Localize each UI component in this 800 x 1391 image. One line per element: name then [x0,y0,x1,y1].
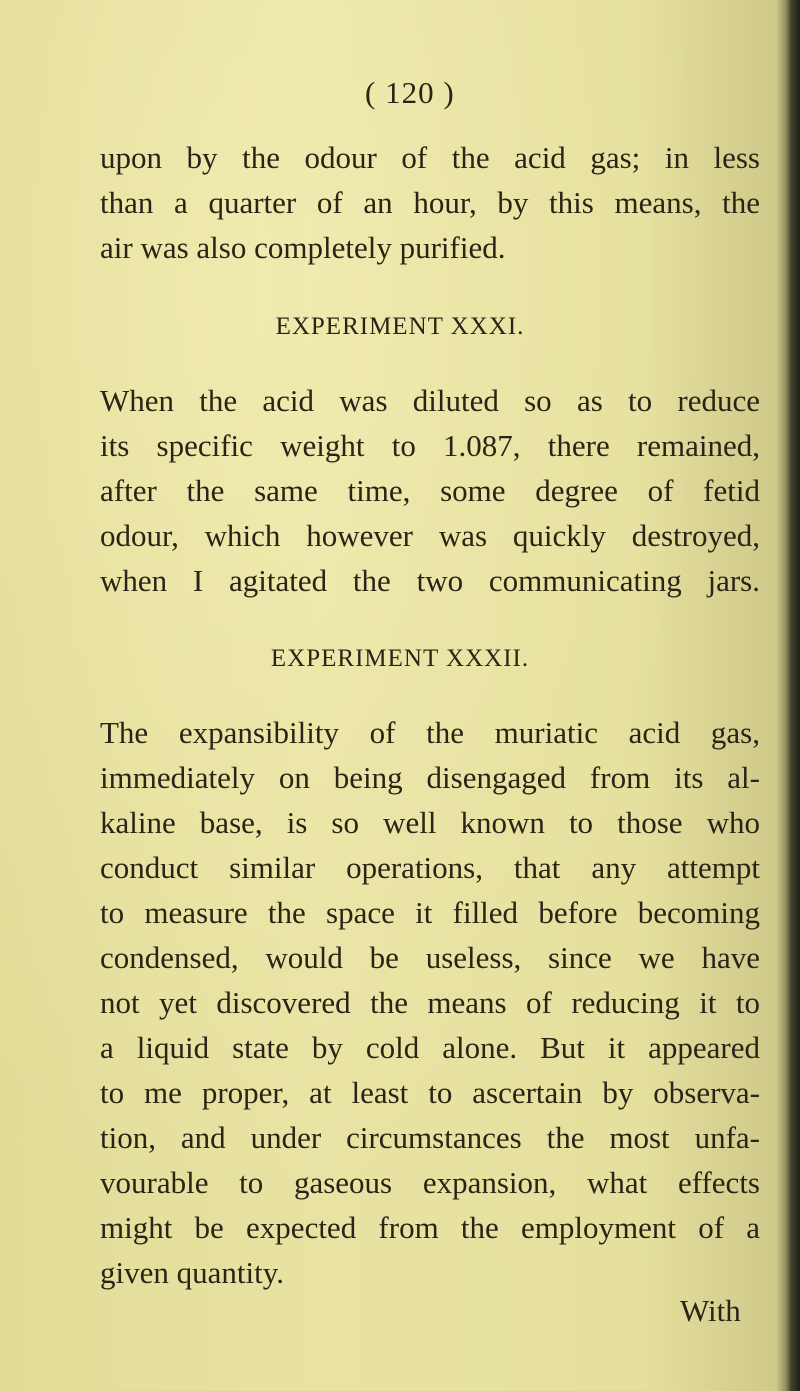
paragraph-2-line: when I agitated the two communicating jars. [100,563,760,598]
paragraph-3-line: vourable to gaseous expansion, what effects [100,1165,760,1200]
paragraph-2-line: after the same time, some degree of fetid [100,473,760,508]
paragraph-2-line: odour, which however was quickly destroyed, [100,518,760,553]
paragraph-1-line: upon by the odour of the acid gas; in less [100,140,760,175]
paragraph-3-line: tion, and under circumstances the most unfa- [100,1120,760,1155]
paragraph-3-line: to measure the space it filled before becoming [100,895,760,930]
paragraph-1-line: air was also completely purified. [100,230,506,265]
paragraph-3-line: conduct similar operations, that any attempt [100,850,760,885]
page-edge [786,0,800,1391]
paragraph-3-line: a liquid state by cold alone. But it appeared [100,1030,760,1065]
paragraph-3-line: not yet discovered the means of reducing it to [100,985,760,1020]
experiment-heading: EXPERIMENT XXXI. [275,313,525,340]
paragraph-1-line: than a quarter of an hour, by this means, the [100,185,760,220]
experiment-heading: EXPERIMENT XXXII. [270,645,530,672]
paragraph-3-line: kaline base, is so well known to those who [100,805,760,840]
catchword: With [680,1293,741,1328]
paragraph-3-line: to me proper, at least to ascertain by observa- [100,1075,760,1110]
paragraph-3-line: condensed, would be useless, since we have [100,940,760,975]
paragraph-2-line: When the acid was diluted so as to reduce [100,383,760,418]
page-number: ( 120 ) [365,75,455,110]
paragraph-3-line: The expansibility of the muriatic acid gas, [100,715,760,750]
paragraph-3-line: might be expected from the employment of a [100,1210,760,1245]
paragraph-3-line: given quantity. [100,1255,284,1290]
paragraph-2-line: its specific weight to 1.087, there remained, [100,428,760,463]
paragraph-3-line: immediately on being disengaged from its al- [100,760,760,795]
